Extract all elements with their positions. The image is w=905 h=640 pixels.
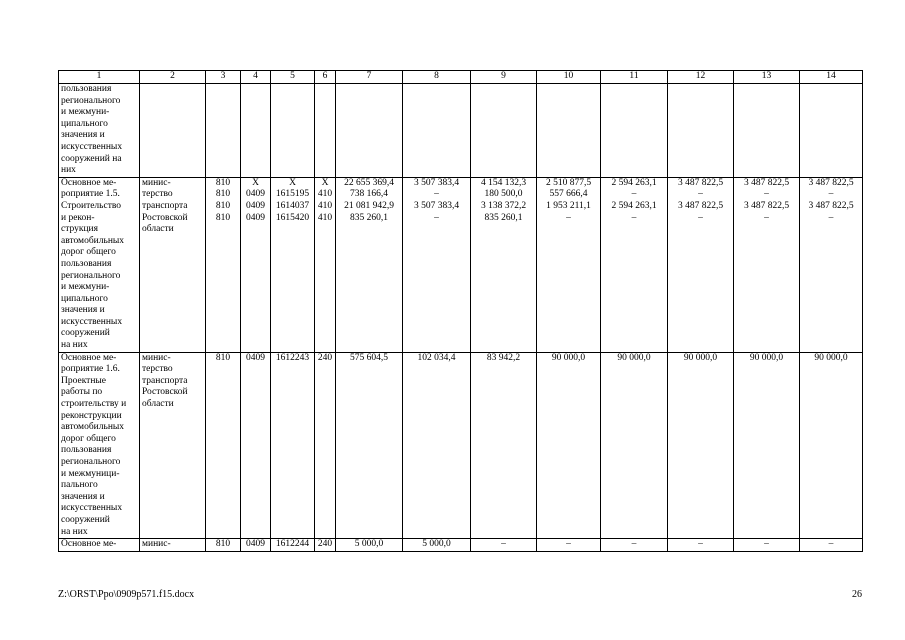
cell-value: 557 666,4 xyxy=(549,189,588,200)
activity-name-cell xyxy=(59,84,140,178)
header-cell: 8 xyxy=(403,71,471,84)
value-cell xyxy=(241,539,271,552)
text-line: терство xyxy=(142,364,173,375)
table-row xyxy=(59,539,863,552)
value-cell xyxy=(271,177,315,352)
cell-value: 83 942,2 xyxy=(486,352,521,363)
empty-cell xyxy=(800,84,863,178)
value-cell xyxy=(471,539,537,552)
text-line: значения и xyxy=(61,305,105,316)
text-line: регионального xyxy=(61,95,121,106)
cell-value: X xyxy=(321,177,329,188)
value-cell xyxy=(315,539,336,552)
cell-value: 810 xyxy=(215,212,231,223)
value-cell xyxy=(206,177,241,352)
cell-value: 835 260,1 xyxy=(350,212,388,223)
value-cell xyxy=(537,539,601,552)
value-cell xyxy=(336,177,403,352)
text-line: автомобильных xyxy=(61,235,125,246)
text-line: Основное ме- xyxy=(61,177,117,188)
cell-value: – xyxy=(764,189,769,200)
text-line: пользования xyxy=(61,84,112,94)
cell-value: 22 655 369,4 xyxy=(344,177,394,188)
cell-value: – xyxy=(631,212,637,223)
header-cell: 7 xyxy=(336,71,403,84)
empty-cell xyxy=(271,84,315,178)
empty-cell xyxy=(403,84,471,178)
table-row xyxy=(59,352,863,539)
header-cell: 5 xyxy=(271,71,315,84)
text-line: них xyxy=(61,165,76,176)
value-cell xyxy=(601,352,668,539)
cell-value: 0409 xyxy=(246,200,265,211)
cell-value: 3 487 822,5 xyxy=(808,177,854,188)
cell-value: 410 xyxy=(317,200,333,211)
empty-cell xyxy=(668,84,734,178)
cell-value: – xyxy=(828,189,834,200)
cell-value: 240 xyxy=(317,352,333,363)
value-cell xyxy=(206,539,241,552)
value-cell xyxy=(206,352,241,539)
text-line: ципального xyxy=(61,293,108,304)
cell-value: 180 500,0 xyxy=(484,189,523,200)
header-cell: 13 xyxy=(734,71,800,84)
cell-value: 1 953 211,1 xyxy=(546,200,591,211)
value-cell xyxy=(734,177,800,352)
cell-value: 1615420 xyxy=(275,212,310,223)
value-cell xyxy=(241,352,271,539)
cell-value: – xyxy=(434,212,439,223)
cell-value: 3 487 822,5 xyxy=(677,200,724,211)
value-cell xyxy=(734,539,800,552)
cell-value: 410 xyxy=(317,212,333,223)
cell-value: – xyxy=(566,212,571,223)
text-line: работы по xyxy=(61,387,103,398)
text-line: сооружений на xyxy=(61,153,122,164)
cell-value: 1614037 xyxy=(275,200,310,211)
value-cell xyxy=(471,177,537,352)
value-cell xyxy=(315,352,336,539)
cell-value: 410 xyxy=(317,189,333,200)
executor-cell xyxy=(140,539,206,552)
text-line: струкция xyxy=(61,224,99,235)
cell-value: 3 507 383,4 xyxy=(413,177,460,188)
value-cell xyxy=(668,539,734,552)
cell-value: – xyxy=(434,189,439,200)
header-cell: 11 xyxy=(601,71,668,84)
text-line: и межмуни- xyxy=(61,282,110,293)
cell-value: 21 081 942,9 xyxy=(344,200,394,211)
text-line: минис- xyxy=(142,539,171,550)
header-cell: 2 xyxy=(140,71,206,84)
cell-value: – xyxy=(698,539,703,550)
value-cell xyxy=(601,539,668,552)
cell-value: – xyxy=(566,539,571,550)
text-line: дорог общего xyxy=(61,433,116,444)
value-cell xyxy=(315,177,336,352)
table-body xyxy=(59,71,863,552)
text-line: минис- xyxy=(142,352,171,363)
text-line: пользования xyxy=(61,258,112,269)
text-line: и межмуни- xyxy=(61,107,110,118)
text-line: искусственных xyxy=(61,503,123,514)
cell-value: 1615195 xyxy=(275,189,310,200)
cell-value: 240 xyxy=(317,539,333,550)
header-cell: 12 xyxy=(668,71,734,84)
cell-value: 575 604,5 xyxy=(350,352,388,363)
cell-value: 1612243 xyxy=(275,352,310,363)
executor-cell xyxy=(140,352,206,539)
cell-value: 738 166,4 xyxy=(350,189,388,200)
table-row xyxy=(59,177,863,352)
cell-value: 0409 xyxy=(246,352,265,363)
value-cell xyxy=(537,177,601,352)
cell-value: – xyxy=(631,189,637,200)
value-cell xyxy=(800,539,863,552)
empty-cell xyxy=(601,84,668,178)
value-cell xyxy=(403,539,471,552)
cell-value: 810 xyxy=(215,177,231,188)
cell-value: 90 000,0 xyxy=(551,352,586,363)
cell-value: 3 487 822,5 xyxy=(743,200,790,211)
budget-table xyxy=(58,70,863,552)
cell-value: 2 510 877,5 xyxy=(545,177,592,188)
cell-value: 810 xyxy=(215,539,231,550)
activity-name-cell xyxy=(59,177,140,352)
text-line: значения и xyxy=(61,130,105,141)
text-line: транспорта xyxy=(142,375,188,386)
empty-cell xyxy=(206,84,241,178)
text-line: дорог общего xyxy=(61,247,116,258)
header-cell: 6 xyxy=(315,71,336,84)
cell-value: 5 000,0 xyxy=(422,539,451,550)
value-cell xyxy=(734,352,800,539)
text-line: искусственных xyxy=(61,316,123,327)
cell-value: – xyxy=(501,539,506,550)
empty-cell xyxy=(241,84,271,178)
text-line: регионального xyxy=(61,457,121,467)
cell-value: 5 000,0 xyxy=(354,539,384,550)
text-line: Основное ме- xyxy=(61,539,117,550)
cell-value: X xyxy=(289,177,296,188)
value-cell xyxy=(668,177,734,352)
text-line: строительству и xyxy=(61,399,127,410)
cell-value: – xyxy=(764,539,769,550)
header-cell: 14 xyxy=(800,71,863,84)
value-cell xyxy=(241,177,271,352)
text-line: значения и xyxy=(61,491,105,502)
empty-cell xyxy=(315,84,336,178)
text-line: ципального xyxy=(61,118,108,129)
cell-value: 102 034,4 xyxy=(417,352,456,363)
value-cell xyxy=(800,352,863,539)
cell-value: 0409 xyxy=(246,539,265,550)
text-line: Строительство xyxy=(61,200,122,211)
text-line: пользования xyxy=(61,445,112,456)
value-cell xyxy=(471,352,537,539)
value-cell xyxy=(601,177,668,352)
activity-name-cell xyxy=(59,539,140,552)
cell-value: 810 xyxy=(215,352,231,363)
header-cell: 1 xyxy=(59,71,140,84)
footer-page-number: 26 xyxy=(852,589,862,600)
footer-file-path: Z:\ORST\Ppo\0909p571.f15.docx xyxy=(58,589,195,600)
empty-cell xyxy=(734,84,800,178)
cell-value: X xyxy=(252,177,259,188)
text-line: сооружений xyxy=(61,328,110,339)
text-line: Проектные xyxy=(61,375,107,386)
text-line: роприятие 1.6. xyxy=(61,364,120,375)
header-cell: 4 xyxy=(241,71,271,84)
text-line: реконструкции xyxy=(61,410,122,421)
cell-value: 1612244 xyxy=(275,539,310,550)
cell-value: 810 xyxy=(215,200,231,211)
cell-value: 90 000,0 xyxy=(749,352,784,363)
header-cell: 10 xyxy=(537,71,601,84)
text-line: области xyxy=(142,399,174,410)
cell-value: 3 138 372,2 xyxy=(480,200,527,211)
text-line: регионального xyxy=(61,270,121,281)
text-line: транспорта xyxy=(142,200,188,211)
empty-cell xyxy=(140,84,206,178)
text-line: области xyxy=(142,224,174,235)
empty-cell xyxy=(537,84,601,178)
text-line: минис- xyxy=(142,177,171,188)
text-line: на них xyxy=(61,526,88,537)
text-line: Основное ме- xyxy=(61,352,117,363)
cell-value: 2 594 263,1 xyxy=(611,200,657,211)
header-row xyxy=(59,71,863,84)
cell-value: 3 507 383,4 xyxy=(413,200,460,211)
value-cell xyxy=(668,352,734,539)
cell-value: – xyxy=(828,212,834,223)
cell-value: 90 000,0 xyxy=(683,352,718,363)
value-cell xyxy=(336,539,403,552)
value-cell xyxy=(800,177,863,352)
text-line: Ростовской xyxy=(142,387,188,398)
cell-value: – xyxy=(698,212,703,223)
activity-name-cell xyxy=(59,352,140,539)
text-line: терство xyxy=(142,189,173,200)
text-line: Ростовской xyxy=(142,212,188,223)
header-cell: 3 xyxy=(206,71,241,84)
text-line: и межмуници- xyxy=(61,468,120,479)
text-line: автомобильных xyxy=(61,422,125,433)
value-cell xyxy=(403,177,471,352)
cell-value: 3 487 822,5 xyxy=(808,200,854,211)
text-line: и рекон- xyxy=(61,212,95,223)
cell-value: 835 260,1 xyxy=(484,212,523,223)
value-cell xyxy=(537,352,601,539)
executor-cell xyxy=(140,177,206,352)
cell-value: 3 487 822,5 xyxy=(677,177,724,188)
cell-value: 3 487 822,5 xyxy=(743,177,790,188)
value-cell xyxy=(336,352,403,539)
cell-value: 2 594 263,1 xyxy=(611,177,657,188)
header-cell: 9 xyxy=(471,71,537,84)
text-line: искусственных xyxy=(61,141,123,152)
value-cell xyxy=(271,352,315,539)
empty-cell xyxy=(336,84,403,178)
text-line: пального xyxy=(61,480,98,491)
cell-value: 0409 xyxy=(246,212,265,223)
text-line: роприятие 1.5. xyxy=(61,189,120,200)
cell-value: 90 000,0 xyxy=(814,352,848,363)
text-line: на них xyxy=(61,340,88,351)
table-row xyxy=(59,84,863,178)
text-line: сооружений xyxy=(61,514,110,525)
cell-value: – xyxy=(631,539,637,550)
value-cell xyxy=(403,352,471,539)
cell-value: 810 xyxy=(215,189,231,200)
cell-value: – xyxy=(828,539,834,550)
value-cell xyxy=(271,539,315,552)
cell-value: – xyxy=(698,189,703,200)
cell-value: – xyxy=(764,212,769,223)
cell-value: 90 000,0 xyxy=(617,352,651,363)
cell-value: 0409 xyxy=(246,189,265,200)
empty-cell xyxy=(471,84,537,178)
cell-value: 4 154 132,3 xyxy=(480,177,527,188)
